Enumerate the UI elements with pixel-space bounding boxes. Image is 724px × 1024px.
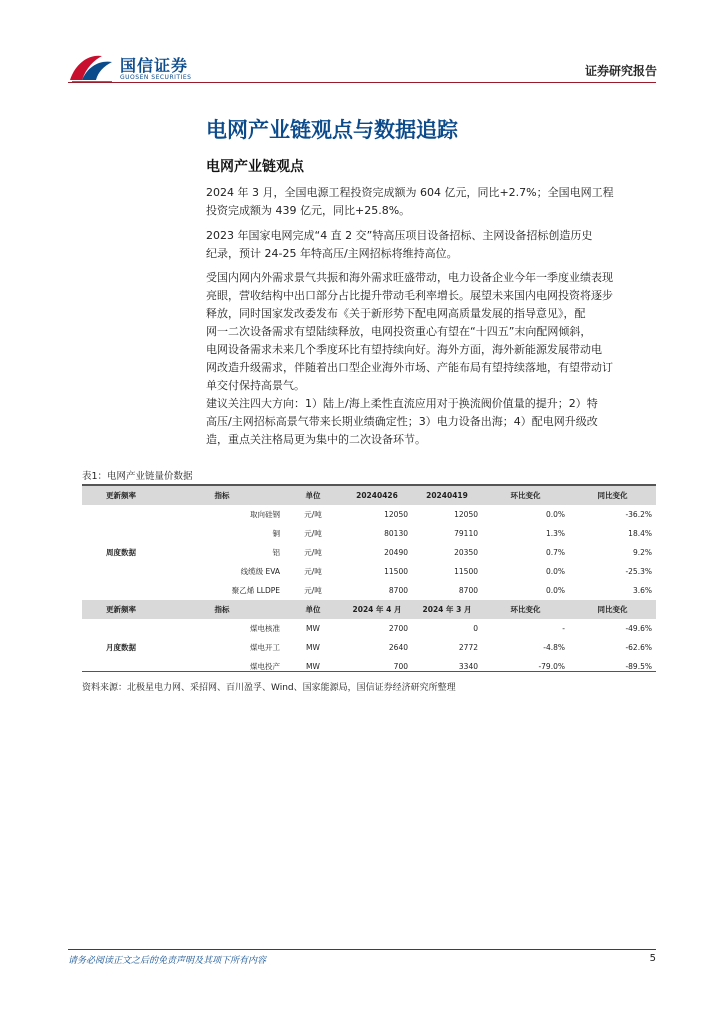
table-cell: MW: [306, 624, 320, 633]
paragraph-line: 释放，同时国家发改委发布《关于新形势下配电网高质量发展的指导意见》，配: [206, 307, 586, 320]
table-bottom-rule: [82, 671, 656, 672]
table-cell: 11500: [454, 567, 478, 576]
table-cell: 铜: [272, 529, 280, 538]
paragraph-line: 受国内网内外需求景气共振和海外需求旺盛带动，电力设备企业今年一季度业绩表现: [206, 271, 613, 284]
table-header-cell: 20240426: [342, 486, 412, 505]
guosen-logo-icon: [68, 52, 114, 84]
footer-divider: [68, 949, 656, 950]
footer-disclaimer: 请务必阅读正文之后的免责声明及其项下所有内容: [68, 956, 267, 966]
table-cell: 3.6%: [632, 586, 652, 595]
paragraph-line: 建议关注四大方向：1）陆上/海上柔性直流应用对于换流阀价值量的提升；2）特: [206, 397, 598, 410]
table-cell: 0.0%: [545, 510, 565, 519]
table-header-cell: 更新频率: [82, 486, 160, 505]
table-cell: -36.2%: [625, 510, 652, 519]
table-cell: -: [562, 624, 565, 633]
table-header-cell: 指标: [160, 486, 284, 505]
paragraph-line: 造，重点关注格局更为集中的二次设备环节。: [206, 433, 426, 446]
table-header-cell: 2024 年 3 月: [412, 600, 482, 619]
table-header-cell: 同比变化: [569, 600, 656, 619]
paragraph-line: 网一二次设备需求有望陆续释放，电网投资重心有望在“十四五”末向配网倾斜，: [206, 325, 592, 338]
table-cell: 11500: [384, 567, 408, 576]
table-cell: 煤电核准: [250, 624, 280, 633]
table-header-cell: 同比变化: [569, 486, 656, 505]
paragraph-line: 纪录，预计 24-25 年特高压/主网招标将维持高位。: [206, 247, 458, 260]
paragraph-line: 2024 年 3 月，全国电源工程投资完成额为 604 亿元，同比+2.7%；全国电网工程: [206, 186, 614, 199]
table-cell: 元/吨: [304, 510, 322, 519]
table-cell: 元/吨: [304, 548, 322, 557]
table-cell: 80130: [384, 529, 408, 538]
table-cell: 700: [393, 662, 408, 671]
group-label-monthly: 月度数据: [106, 643, 136, 652]
table-cell: 0.0%: [545, 567, 565, 576]
table-cell: 2640: [388, 643, 408, 652]
table-caption: 表1：电网产业链量价数据: [82, 471, 193, 482]
table-cell: 12050: [384, 510, 408, 519]
table-cell: MW: [306, 662, 320, 671]
table-header-cell: 环比变化: [482, 600, 569, 619]
paragraph-3: [206, 269, 658, 395]
table-cell: 煤电开工: [250, 643, 280, 652]
table-cell: 元/吨: [304, 586, 322, 595]
paragraph-line: 单交付保持高景气。: [206, 379, 305, 392]
table-cell: 79110: [454, 529, 478, 538]
table-header-cell: 单位: [284, 600, 342, 619]
table-cell: 12050: [454, 510, 478, 519]
table-cell: 9.2%: [632, 548, 652, 557]
table-row: [82, 638, 656, 657]
table-cell: 铝: [272, 548, 280, 557]
paragraph-1: [206, 184, 658, 220]
table-header-cell: 2024 年 4 月: [342, 600, 412, 619]
table-cell: 聚乙烯 LLDPE: [231, 586, 280, 595]
table-cell: 线缆级 EVA: [240, 567, 280, 576]
table-cell: 元/吨: [304, 529, 322, 538]
table-cell: 20350: [454, 548, 478, 557]
table-cell: 0.0%: [545, 586, 565, 595]
table-cell: 20490: [384, 548, 408, 557]
price-volume-table: [82, 486, 656, 676]
table-header-cell: 更新频率: [82, 600, 160, 619]
table-row: [82, 657, 656, 676]
logo-text-en: GUOSEN SECURITIES: [120, 74, 192, 81]
table-row: [82, 581, 656, 600]
table-cell: 2772: [458, 643, 478, 652]
page-header: [0, 0, 724, 90]
header-divider: [68, 82, 656, 83]
table-row: [82, 543, 656, 562]
table-header-row: [82, 600, 656, 619]
table-cell: -89.5%: [625, 662, 652, 671]
table-header-cell: 单位: [284, 486, 342, 505]
group-label-weekly: 周度数据: [106, 548, 136, 557]
table-cell: 煤电投产: [250, 662, 280, 671]
table-row: [82, 562, 656, 581]
paragraph-line: 电网设备需求未来几个季度环比有望持续向好。海外方面，海外新能源发展带动电: [206, 343, 602, 356]
table-cell: 元/吨: [304, 567, 322, 576]
table-cell: 2700: [388, 624, 408, 633]
paragraph-line: 2023 年国家电网完成“4 直 2 交”特高压项目设备招标、主网设备招标创造历史: [206, 229, 593, 242]
paragraph-4: [206, 395, 658, 449]
table-header-cell: 指标: [160, 600, 284, 619]
table-cell: -62.6%: [625, 643, 652, 652]
table-cell: -49.6%: [625, 624, 652, 633]
table-cell: 1.3%: [545, 529, 565, 538]
table-cell: 0: [473, 624, 478, 633]
table-cell: 8700: [388, 586, 408, 595]
table-cell: 0.7%: [545, 548, 565, 557]
table-row: [82, 505, 656, 524]
table-cell: -79.0%: [538, 662, 565, 671]
page-number: 5: [649, 953, 656, 964]
table-row: [82, 619, 656, 638]
paragraph-line: 亮眼，营收结构中出口部分占比提升带动毛利率增长。展望未来国内电网投资将逐步: [206, 289, 613, 302]
table-header-cell: 20240419: [412, 486, 482, 505]
table-cell: -25.3%: [625, 567, 652, 576]
table-cell: 18.4%: [628, 529, 652, 538]
logo-text-cn: 国信证券: [120, 56, 189, 75]
table-cell: MW: [306, 643, 320, 652]
table-header-cell: 环比变化: [482, 486, 569, 505]
table-row: [82, 524, 656, 543]
table-cell: 取向硅钢: [250, 510, 280, 519]
paragraph-2: [206, 227, 658, 263]
table-source-note: 资料来源：北极星电力网、采招网、百川盈孚、Wind、国家能源局，国信证券经济研究所整理: [82, 683, 456, 693]
table-header-row: [82, 486, 656, 505]
paragraph-line: 高压/主网招标高景气带来长期业绩确定性；3）电力设备出海；4）配电网升级改: [206, 415, 598, 428]
paragraph-line: 投资完成额为 439 亿元，同比+25.8%。: [206, 204, 411, 217]
table-cell: -4.8%: [543, 643, 565, 652]
page-title: 电网产业链观点与数据追踪: [206, 118, 458, 142]
table-cell: 8700: [458, 586, 478, 595]
section-title: 电网产业链观点: [206, 159, 304, 175]
table-cell: 3340: [458, 662, 478, 671]
report-type-label: 证券研究报告: [584, 64, 657, 78]
paragraph-line: 网改造升级需求，伴随着出口型企业海外市场、产能布局有望持续落地，有望带动订: [206, 361, 613, 374]
